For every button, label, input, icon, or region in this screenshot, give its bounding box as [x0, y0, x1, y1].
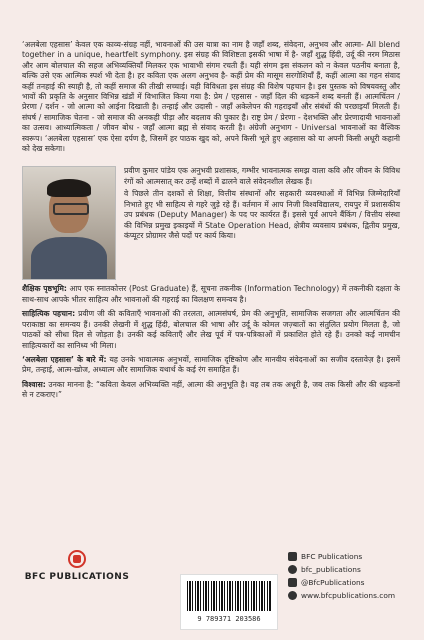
about-text: यह उनके भावात्मक अनुभवों, सामाजिक दृष्टिकोण और मानवीय संवेदनाओं का सजीव दस्तावेज़ है। इसमें प्रेम, तन्हाई, आत्म-खोज, अध्यात्म और सामाजिक यथार्थ के कई रंग समाहित हैं।: [22, 354, 400, 375]
publisher-name: BFC PUBLICATIONS: [24, 572, 130, 582]
cover-footer: [0, 548, 424, 640]
belief-text: उनका मानना है: “कविता केवल अभिव्यक्ति नहीं, आत्मा की अनुभूति है। वह तब तक अधूरी है, जब तक किसी और की धड़कनों से न टकराए।”: [22, 379, 400, 400]
publisher-logo: [22, 550, 132, 582]
barcode-bars: [187, 581, 271, 611]
facebook-handle: BFC Publications: [301, 552, 363, 561]
instagram-handle: bfc_publications: [301, 565, 361, 574]
isbn-number: 9 789371 203586: [197, 615, 261, 623]
author-section: [22, 166, 400, 280]
photo-hair: [47, 179, 91, 197]
instagram-icon: [288, 565, 297, 574]
publisher-logo-icon: [68, 550, 86, 568]
twitter-icon: [288, 578, 297, 587]
author-photo: [22, 166, 116, 280]
author-bio: [124, 166, 400, 280]
about-paragraph: [22, 355, 400, 376]
education-label: शैक्षिक पृष्ठभूमि:: [22, 284, 67, 294]
facebook-row[interactable]: [288, 550, 395, 563]
belief-label: विश्वास:: [22, 379, 46, 389]
literary-text: प्रवीण जी की कविताएँ भावनाओं की तरलता, आत्मसंघर्ष, प्रेम की अनुभूति, सामाजिक सजगता और आत्मचिंतन की पराकाष्ठा का समन्वय हैं। उनकी लेखनी में शुद्ध हिंदी, बोलचाल की भाषा और उर्दू के कोमल जज़्बातों का संतुलित प्रयोग मिलता है, जो पाठकों को सीधा दिल से जोड़ता है। उनकी कई कविताएँ और लेख पूर्व में पत्र-पत्रिकाओं में प्रकाशित होते रहे हैं। उनको कई नामचीन साहित्यकारों का सानिध्य भी मिला।: [22, 309, 400, 350]
author-career: वे पिछले तीन दशकों से शिक्षा, वित्तीय संस्थानों और सहकारी व्यवस्थाओं में विभिन्न जिम्मेदारियाँ निभाते हुए भी साहित्य से गहरे जुड़े रहे हैं। वर्तमान में आप निजी विश्वविद्यालय, रायपुर में प्रशासकीय उप प्रबंधक (Deputy Manager) के पद पर कार्यरत हैं। इससे पूर्व आपने बैंकिंग / वित्तीय संस्था की विभिन्न प्रमुख इकाइयों में State Operation Head, क्षेत्रीय व्यवसाय प्रबंधक, द्वितीय प्रमुख, कंप्यूटर प्रोग्रामर जैसे पदों पर कार्य किया।: [124, 189, 400, 240]
book-description: ‘अलबेला एहसास’ केवल एक काव्य-संग्रह नहीं, भावनाओं की उस यात्रा का नाम है जहाँ शब्द, संवेदना, अनुभव और आत्मा- All blend together in a unique, heartfelt symphony. इस संग्रह की विशिष्टता इसकी भाषा में है- जहाँ शुद्ध हिंदी, उर्दू की नरम मिठास और आम बोलचाल की सहज अभिव्यक्तियाँ मिलकर एक भावाभी संगम रचती हैं। यही संगम इस संकलन को न केवल पठनीय बनाता है, बल्कि उसे एक आत्मिक स्पर्श भी देता है। हर कविता एक अलग अनुभव है- कहीं प्रेम की मासूम सरगोशियाँ हैं, कहीं आत्मा का गहन संवाद कहीं तनहाई की स्याही है, तो कहीं समाज की तीखी सच्चाई। यही विविधता इस संग्रह की विशेष पहचान है। इस पुस्तक को विषयवस्तु और भावों की प्रकृति के अनुसार विभिन्न खंडों में विभाजित किया गया है: प्रेम / एहसास - जहाँ दिल की धड़कनें शब्द बनती हैं। आत्मचिंतन / प्रेरणा / दर्शन - जो आत्मा को आईना दिखाती है। तन्हाई और उदासी - जहाँ अकेलेपन की गहराइयाँ और संबंधों की परछाइयाँ मिलती हैं। संघर्ष / सामाजिक चेतना - जो समाज की अनकही पीड़ा और बदलाव की पुकार है। राष्ट्र प्रेम / प्रेरणा - देशभक्ति और प्रेरणादायी भावनाओं का उत्सव। आध्यात्मिकता / जीवन बोध - जहाँ आत्मा ब्रह्म से संवाद करती है। अंग्रेजी अनुभाग - Universal भावनाओं का वैश्विक स्वरूप। ‘अलबेला एहसास’ एक ऐसा दर्पण है, जिसमें हर पाठक खुद को, अपने किसी भूले हुए अहसास को या अपनी किसी अधूरी कहानी को देख सकेगा।: [22, 40, 400, 154]
photo-shirt: [31, 237, 107, 280]
instagram-row[interactable]: [288, 563, 395, 576]
education-text: आप एक स्नातकोत्तर (Post Graduate) हैं, सूचना तकनीक (Information Technology) में तकनीकी दक्षता के साथ-साथ आपके भीतर साहित्य और भावनाओं की गहराई का विलक्षण समन्वय है।: [22, 284, 400, 304]
about-label: ‘अलबेला एहसास’ के बारे में:: [22, 354, 107, 364]
education-paragraph: [22, 284, 400, 305]
facebook-icon: [288, 552, 297, 561]
belief-paragraph: [22, 380, 400, 401]
website-row[interactable]: [288, 589, 395, 602]
back-cover-content: [22, 40, 400, 405]
literary-label: साहित्यिक पहचान:: [22, 309, 76, 319]
literary-paragraph: [22, 309, 400, 351]
photo-glasses: [53, 203, 89, 215]
globe-icon: [288, 591, 297, 600]
twitter-row[interactable]: [288, 576, 395, 589]
publisher-contacts: [288, 550, 395, 602]
twitter-handle: @BfcPublications: [301, 578, 365, 587]
author-intro: प्रवीण कुमार पांडेय एक अनुभवी प्रशासक, गम्भीर भावनात्मक समझ वाला कवि और जीवन के विविध रंगों को आत्मसात् कर उन्हें शब्दों में ढालने वाले संवेदनशील लेखक हैं।: [124, 166, 400, 186]
website-link: www.bfcpublications.com: [301, 591, 396, 600]
isbn-barcode: [180, 574, 278, 630]
